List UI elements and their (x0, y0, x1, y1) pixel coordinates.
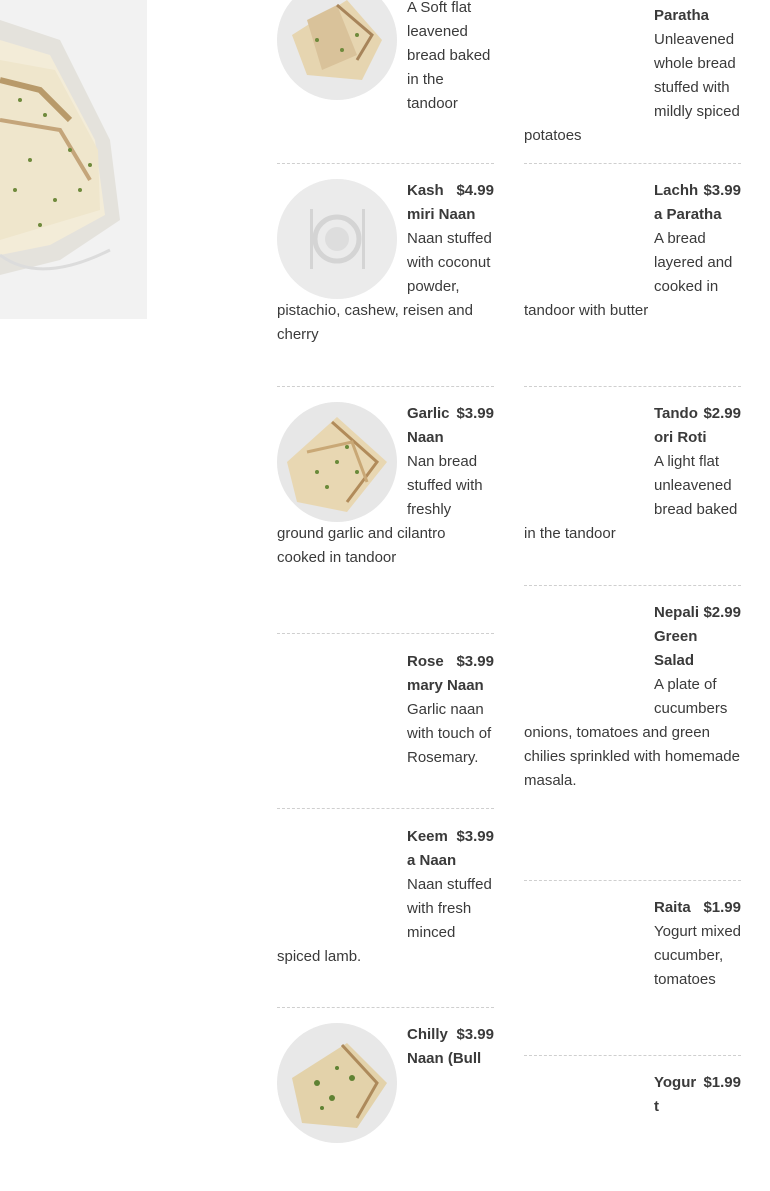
item-description: A bread layered and cooked in tandoor with butter (524, 230, 733, 319)
item-name: Paratha (654, 7, 710, 24)
item-price: $3.99 (456, 653, 494, 670)
item-name: Chilly Naan (Bull (407, 1026, 482, 1067)
menu-item (277, 1023, 494, 1163)
menu-item (524, 402, 741, 586)
item-description: A plate of cucumbers onions, tomatoes and green chilies sprinkled with homemade masala. (524, 676, 740, 789)
item-description: Nan bread stuffed with freshly ground garlic and cilantro cooked in tandoor (277, 453, 483, 566)
item-description: Naan stuffed with coconut powder, pistachio, cashew, reisen and cherry (277, 230, 492, 343)
naan-photo (277, 402, 397, 522)
item-description: Garlic naan with touch of Rosemary. (407, 701, 492, 766)
item-name: Nepali Green Salad (654, 604, 700, 669)
item-description: Unleavened whole bread stuffed with mildly spiced potatoes (524, 31, 740, 144)
menu-item (524, 1071, 741, 1131)
item-price: $2.99 (703, 405, 741, 422)
menu-item (524, 179, 741, 387)
image-placeholder (524, 1071, 644, 1191)
item-description: A Soft flat leavened bread baked in the tandoor (407, 0, 491, 112)
hero-naan-photo (0, 0, 147, 319)
menu-item (277, 179, 494, 387)
item-description: Naan stuffed with fresh minced spiced lamb. (277, 876, 492, 965)
menu-item (277, 825, 494, 1008)
item-name: Tandoori Roti (654, 405, 707, 446)
item-name: Keema Naan (407, 828, 457, 869)
menu-item (277, 0, 494, 164)
item-price: $3.99 (456, 405, 494, 422)
item-name: Raita (654, 899, 691, 916)
item-price: $4.99 (456, 182, 494, 199)
image-placeholder (524, 179, 644, 299)
item-name: Kashmiri Naan (407, 182, 476, 223)
item-price: $2.99 (703, 604, 741, 621)
image-placeholder (277, 650, 397, 770)
item-name: Yogurt (654, 1074, 697, 1115)
menu-item (277, 650, 494, 809)
item-name: Garlic Naan (407, 405, 450, 446)
item-description: A light flat unleavened bread baked in the tandoor (524, 453, 738, 542)
item-description: Yogurt mixed cucumber, tomatoes (654, 923, 741, 988)
plate-placeholder-icon (277, 179, 397, 299)
item-name: Lachha Paratha (654, 182, 722, 223)
menu-item (277, 402, 494, 634)
item-price: $3.99 (456, 1026, 494, 1043)
item-price: $3.99 (456, 828, 494, 845)
menu-item (524, 601, 741, 881)
image-placeholder (524, 4, 644, 124)
menu-item (524, 4, 741, 164)
image-placeholder (524, 402, 644, 522)
image-placeholder (524, 896, 644, 1016)
menu-item (524, 896, 741, 1056)
item-price: $1.99 (703, 1074, 741, 1091)
image-placeholder (524, 601, 644, 721)
naan-photo (277, 1023, 397, 1143)
item-price: $3.99 (703, 182, 741, 199)
item-name: Rosemary Naan (407, 653, 484, 694)
item-price: $1.99 (703, 899, 741, 916)
image-placeholder (277, 825, 397, 945)
